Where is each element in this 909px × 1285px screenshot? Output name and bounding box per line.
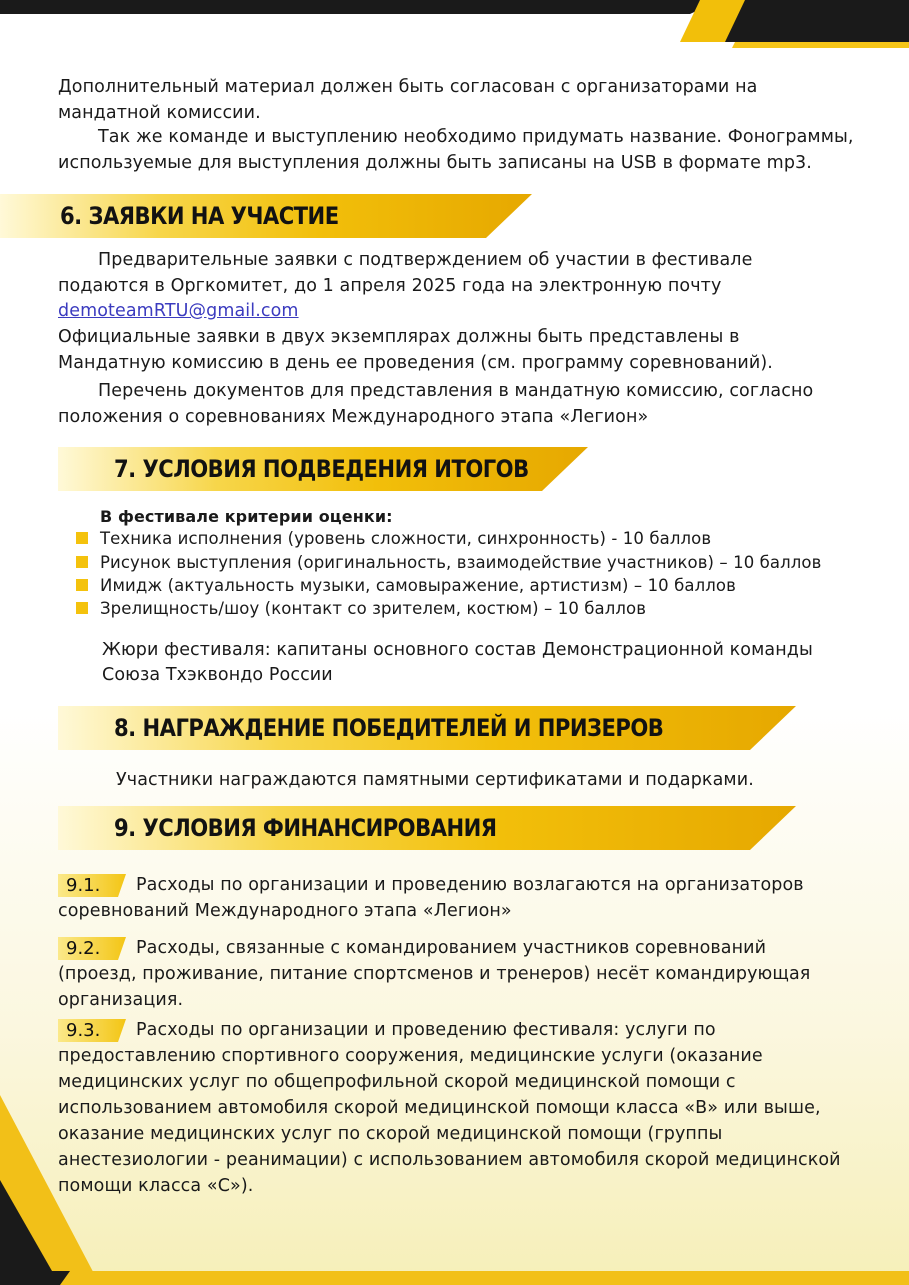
item-9-2-line-2: (проезд, проживание, питание спортсменов и тренеров) несёт командирующая bbox=[58, 964, 811, 984]
section-6-line-1: Предварительные заявки с подтверждением об участии в фестивале bbox=[98, 250, 753, 270]
item-9-2-line-1: Расходы, связанные с командированием участников соревнований bbox=[136, 938, 767, 958]
criteria-heading: В фестивале критерии оценки: bbox=[100, 507, 393, 526]
criteria-bullet-3 bbox=[76, 579, 88, 591]
section-9-title: 9. УСЛОВИЯ ФИНАНСИРОВАНИЯ bbox=[114, 814, 497, 842]
section-8-text: Участники награждаются памятными сертификатами и подарками. bbox=[116, 770, 754, 790]
jury-line-2: Союза Тхэквондо России bbox=[102, 665, 333, 685]
criteria-item-3: Имидж (актуальность музыки, самовыражение, артистизм) – 10 баллов bbox=[100, 576, 736, 595]
criteria-bullet-2 bbox=[76, 556, 88, 568]
item-9-3-line-7: помощи класса «С»). bbox=[58, 1176, 254, 1196]
item-9-3-line-1: Расходы по организации и проведению фестиваля: услуги по bbox=[136, 1020, 716, 1040]
item-9-3-line-3: медицинских услуг по общепрофильной скорой медицинской помощи с bbox=[58, 1072, 736, 1092]
criteria-item-1: Техника исполнения (уровень сложности, синхронность) - 10 баллов bbox=[100, 529, 712, 548]
top-paragraph-line-2: мандатной комиссии. bbox=[58, 103, 261, 123]
item-9-2-line-3: организация. bbox=[58, 990, 184, 1010]
bottom-strip bbox=[0, 1271, 909, 1285]
section-6-line-2: подаются в Оргкомитет, до 1 апреля 2025 года на электронную почту bbox=[58, 276, 722, 296]
item-9-3-line-2: предоставлению спортивного сооружения, медицинские услуги (оказание bbox=[58, 1046, 763, 1066]
criteria-bullet-1 bbox=[76, 532, 88, 544]
item-9-3-line-4: использованием автомобиля скорой медицинской помощи класса «В» или выше, bbox=[58, 1098, 821, 1118]
section-8-title: 8. НАГРАЖДЕНИЕ ПОБЕДИТЕЛЕЙ И ПРИЗЕРОВ bbox=[114, 714, 664, 742]
section-6-line-4: Мандатную комиссию в день ее проведения (см. программу соревнований). bbox=[58, 353, 773, 373]
top-paragraph-line-3: Так же команде и выступлению необходимо придумать название. Фонограммы, bbox=[98, 127, 854, 147]
criteria-item-2: Рисунок выступления (оригинальность, взаимодействие участников) – 10 баллов bbox=[100, 553, 822, 572]
criteria-item-4: Зрелищность/шоу (контакт со зрителем, костюм) – 10 баллов bbox=[100, 599, 647, 618]
item-9-3-number: 9.3. bbox=[66, 1020, 101, 1041]
criteria-bullet-4 bbox=[76, 602, 88, 614]
section-6-line-5: Перечень документов для представления в мандатную комиссию, согласно bbox=[98, 381, 814, 401]
jury-line-1: Жюри фестиваля: капитаны основного состав Демонстрационной команды bbox=[102, 640, 813, 660]
top-decor-stripes bbox=[0, 0, 909, 60]
item-9-1-number: 9.1. bbox=[66, 875, 101, 896]
item-9-2-number: 9.2. bbox=[66, 938, 101, 959]
item-9-3-line-5: оказание медицинских услуг по скорой медицинской помощи (группы bbox=[58, 1124, 723, 1144]
section-6-title: 6. ЗАЯВКИ НА УЧАСТИЕ bbox=[60, 202, 339, 230]
section-6-line-6: положения о соревнованиях Международного этапа «Легион» bbox=[58, 407, 649, 427]
item-9-3-line-6: анестезиологии - реанимации) с использованием автомобиля скорой медицинской bbox=[58, 1150, 841, 1170]
section-6-line-3: Официальные заявки в двух экземплярах должны быть представлены в bbox=[58, 327, 740, 347]
email-link[interactable]: demoteamRTU@gmail.com bbox=[58, 301, 299, 321]
section-7-title: 7. УСЛОВИЯ ПОДВЕДЕНИЯ ИТОГОВ bbox=[114, 455, 529, 483]
item-9-1-line-2: соревнований Международного этапа «Легион» bbox=[58, 901, 512, 921]
item-9-1-line-1: Расходы по организации и проведению возлагаются на организаторов bbox=[136, 875, 804, 895]
top-paragraph-line-1: Дополнительный материал должен быть согласован с организаторами на bbox=[58, 77, 758, 97]
top-paragraph-line-4: используемые для выступления должны быть записаны на USB в формате mp3. bbox=[58, 153, 812, 173]
